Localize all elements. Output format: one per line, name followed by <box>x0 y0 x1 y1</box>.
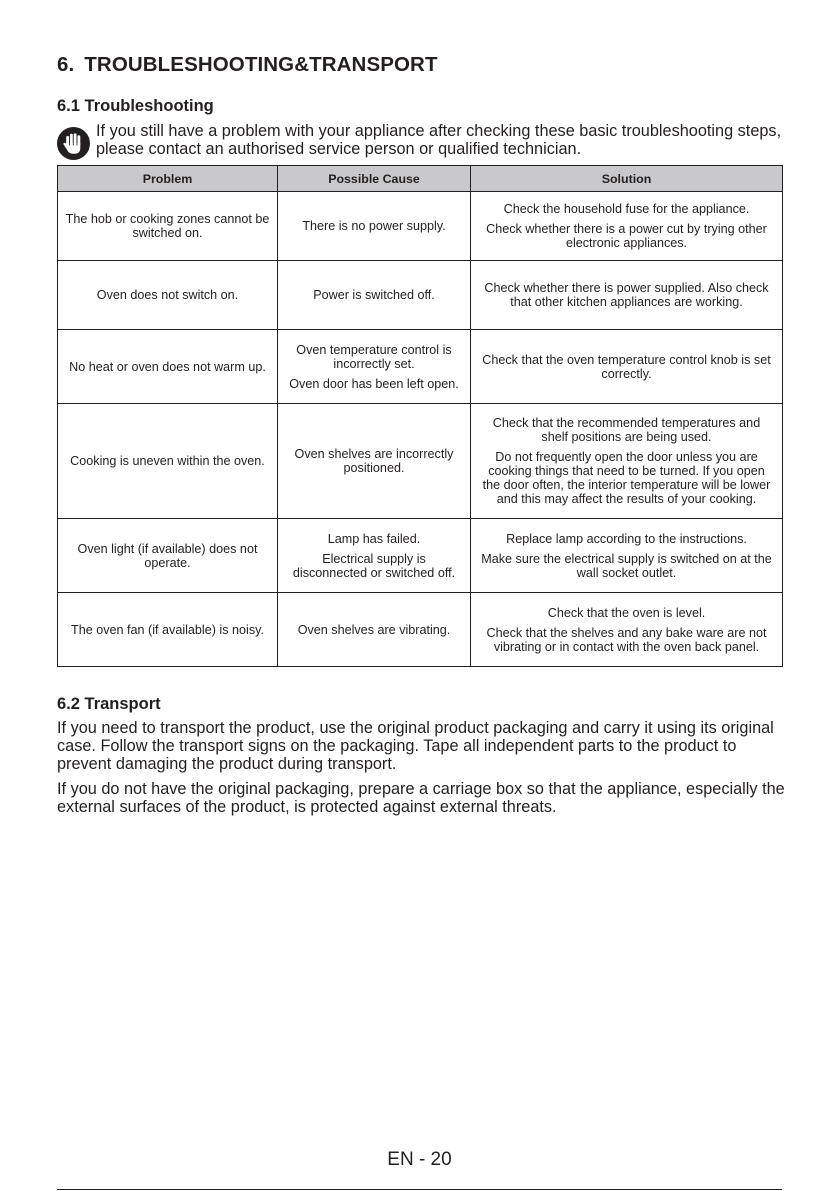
cause-text: Oven shelves are vibrating. <box>297 622 451 637</box>
solution-text: Do not frequently open the door unless you are cooking things that need to be turned. If you open the door often, the interior temperature will be lower and this may affect the results of your cooking. <box>482 450 771 506</box>
solution-cell <box>471 261 783 330</box>
problem-text: The hob or cooking zones cannot be switched on. <box>65 212 270 240</box>
cause-text: Oven temperature control is incorrectly set. <box>296 342 452 371</box>
notice-text: If you still have a problem with your appliance after checking these basic troubleshooting steps, please contact an authorised service person or qualified technician. <box>96 122 782 158</box>
solution-text: Check the household fuse for the appliance. <box>503 202 750 216</box>
solution-text: Check that the shelves and any bake ware are not vibrating or in contact with the oven back panel. <box>486 625 767 654</box>
solution-text: Replace lamp according to the instructions. <box>506 531 747 546</box>
cause-text: Oven shelves are incorrectly positioned. <box>294 447 454 475</box>
transport-heading: 6.2 Transport <box>57 695 161 713</box>
troubleshooting-table <box>57 165 783 667</box>
section-title: TROUBLESHOOTING&TRANSPORT <box>84 53 438 76</box>
column-header-solution: Solution <box>471 166 783 192</box>
cause-cell <box>278 192 471 261</box>
solution-text: Check that the oven temperature control knob is set correctly. <box>482 352 771 381</box>
solution-text: Check that the recommended temperatures and shelf positions are being used. <box>492 416 761 444</box>
problem-cell <box>58 593 278 667</box>
cause-text: Power is switched off. <box>313 288 435 302</box>
problem-cell <box>58 192 278 261</box>
cause-text: Electrical supply is disconnected or switched off. <box>292 551 456 580</box>
solution-cell <box>471 404 783 519</box>
problem-text: Cooking is uneven within the oven. <box>70 454 265 468</box>
cause-text: There is no power supply. <box>302 219 446 233</box>
table-header-row <box>58 166 783 192</box>
transport-paragraph: If you do not have the original packaging, prepare a carriage box so that the appliance, especially the external surfaces of the product, is protected against external threats. <box>57 780 785 816</box>
notice-box <box>57 122 787 162</box>
column-header-cause: Possible Cause <box>278 166 471 192</box>
column-header-problem: Problem <box>58 166 278 192</box>
solution-cell <box>471 593 783 667</box>
cause-cell <box>278 593 471 667</box>
solution-cell <box>471 519 783 593</box>
stop-hand-icon <box>57 127 90 160</box>
problem-text: Oven does not switch on. <box>96 288 239 302</box>
solution-text: Check that the oven is level. <box>547 605 706 620</box>
problem-cell <box>58 519 278 593</box>
problem-text: The oven fan (if available) is noisy. <box>71 622 264 637</box>
cause-text: Oven door has been left open. <box>289 376 459 391</box>
solution-cell <box>471 192 783 261</box>
cause-cell <box>278 519 471 593</box>
problem-cell <box>58 404 278 519</box>
problem-text: No heat or oven does not warm up. <box>69 359 266 374</box>
solution-text: Make sure the electrical supply is switched on at the wall socket outlet. <box>481 551 772 580</box>
cause-cell <box>278 404 471 519</box>
problem-cell <box>58 261 278 330</box>
table-row <box>58 330 783 404</box>
table-row <box>58 519 783 593</box>
solution-cell <box>471 330 783 404</box>
solution-text: Check whether there is a power cut by trying other electronic appliances. <box>486 222 767 250</box>
solution-text: Check whether there is power supplied. Also check that other kitchen appliances are working. <box>484 281 769 309</box>
cause-text: Lamp has failed. <box>327 531 421 546</box>
troubleshooting-heading: 6.1 Troubleshooting <box>57 97 214 115</box>
problem-cell <box>58 330 278 404</box>
table-row <box>58 261 783 330</box>
table-row <box>58 593 783 667</box>
page-title <box>57 53 438 77</box>
transport-paragraph: If you need to transport the product, use the original product packaging and carry it using its original case. Follow the transport signs on the packaging. Tape all independent parts to the product to prevent damaging the product during transport. <box>57 719 774 773</box>
footer-divider <box>57 1189 782 1190</box>
cause-cell <box>278 330 471 404</box>
page-number: EN - 20 <box>387 1149 452 1170</box>
table-row <box>58 404 783 519</box>
problem-text: Oven light (if available) does not operate. <box>77 541 258 570</box>
table-row <box>58 192 783 261</box>
cause-cell <box>278 261 471 330</box>
section-number: 6. <box>57 53 75 76</box>
